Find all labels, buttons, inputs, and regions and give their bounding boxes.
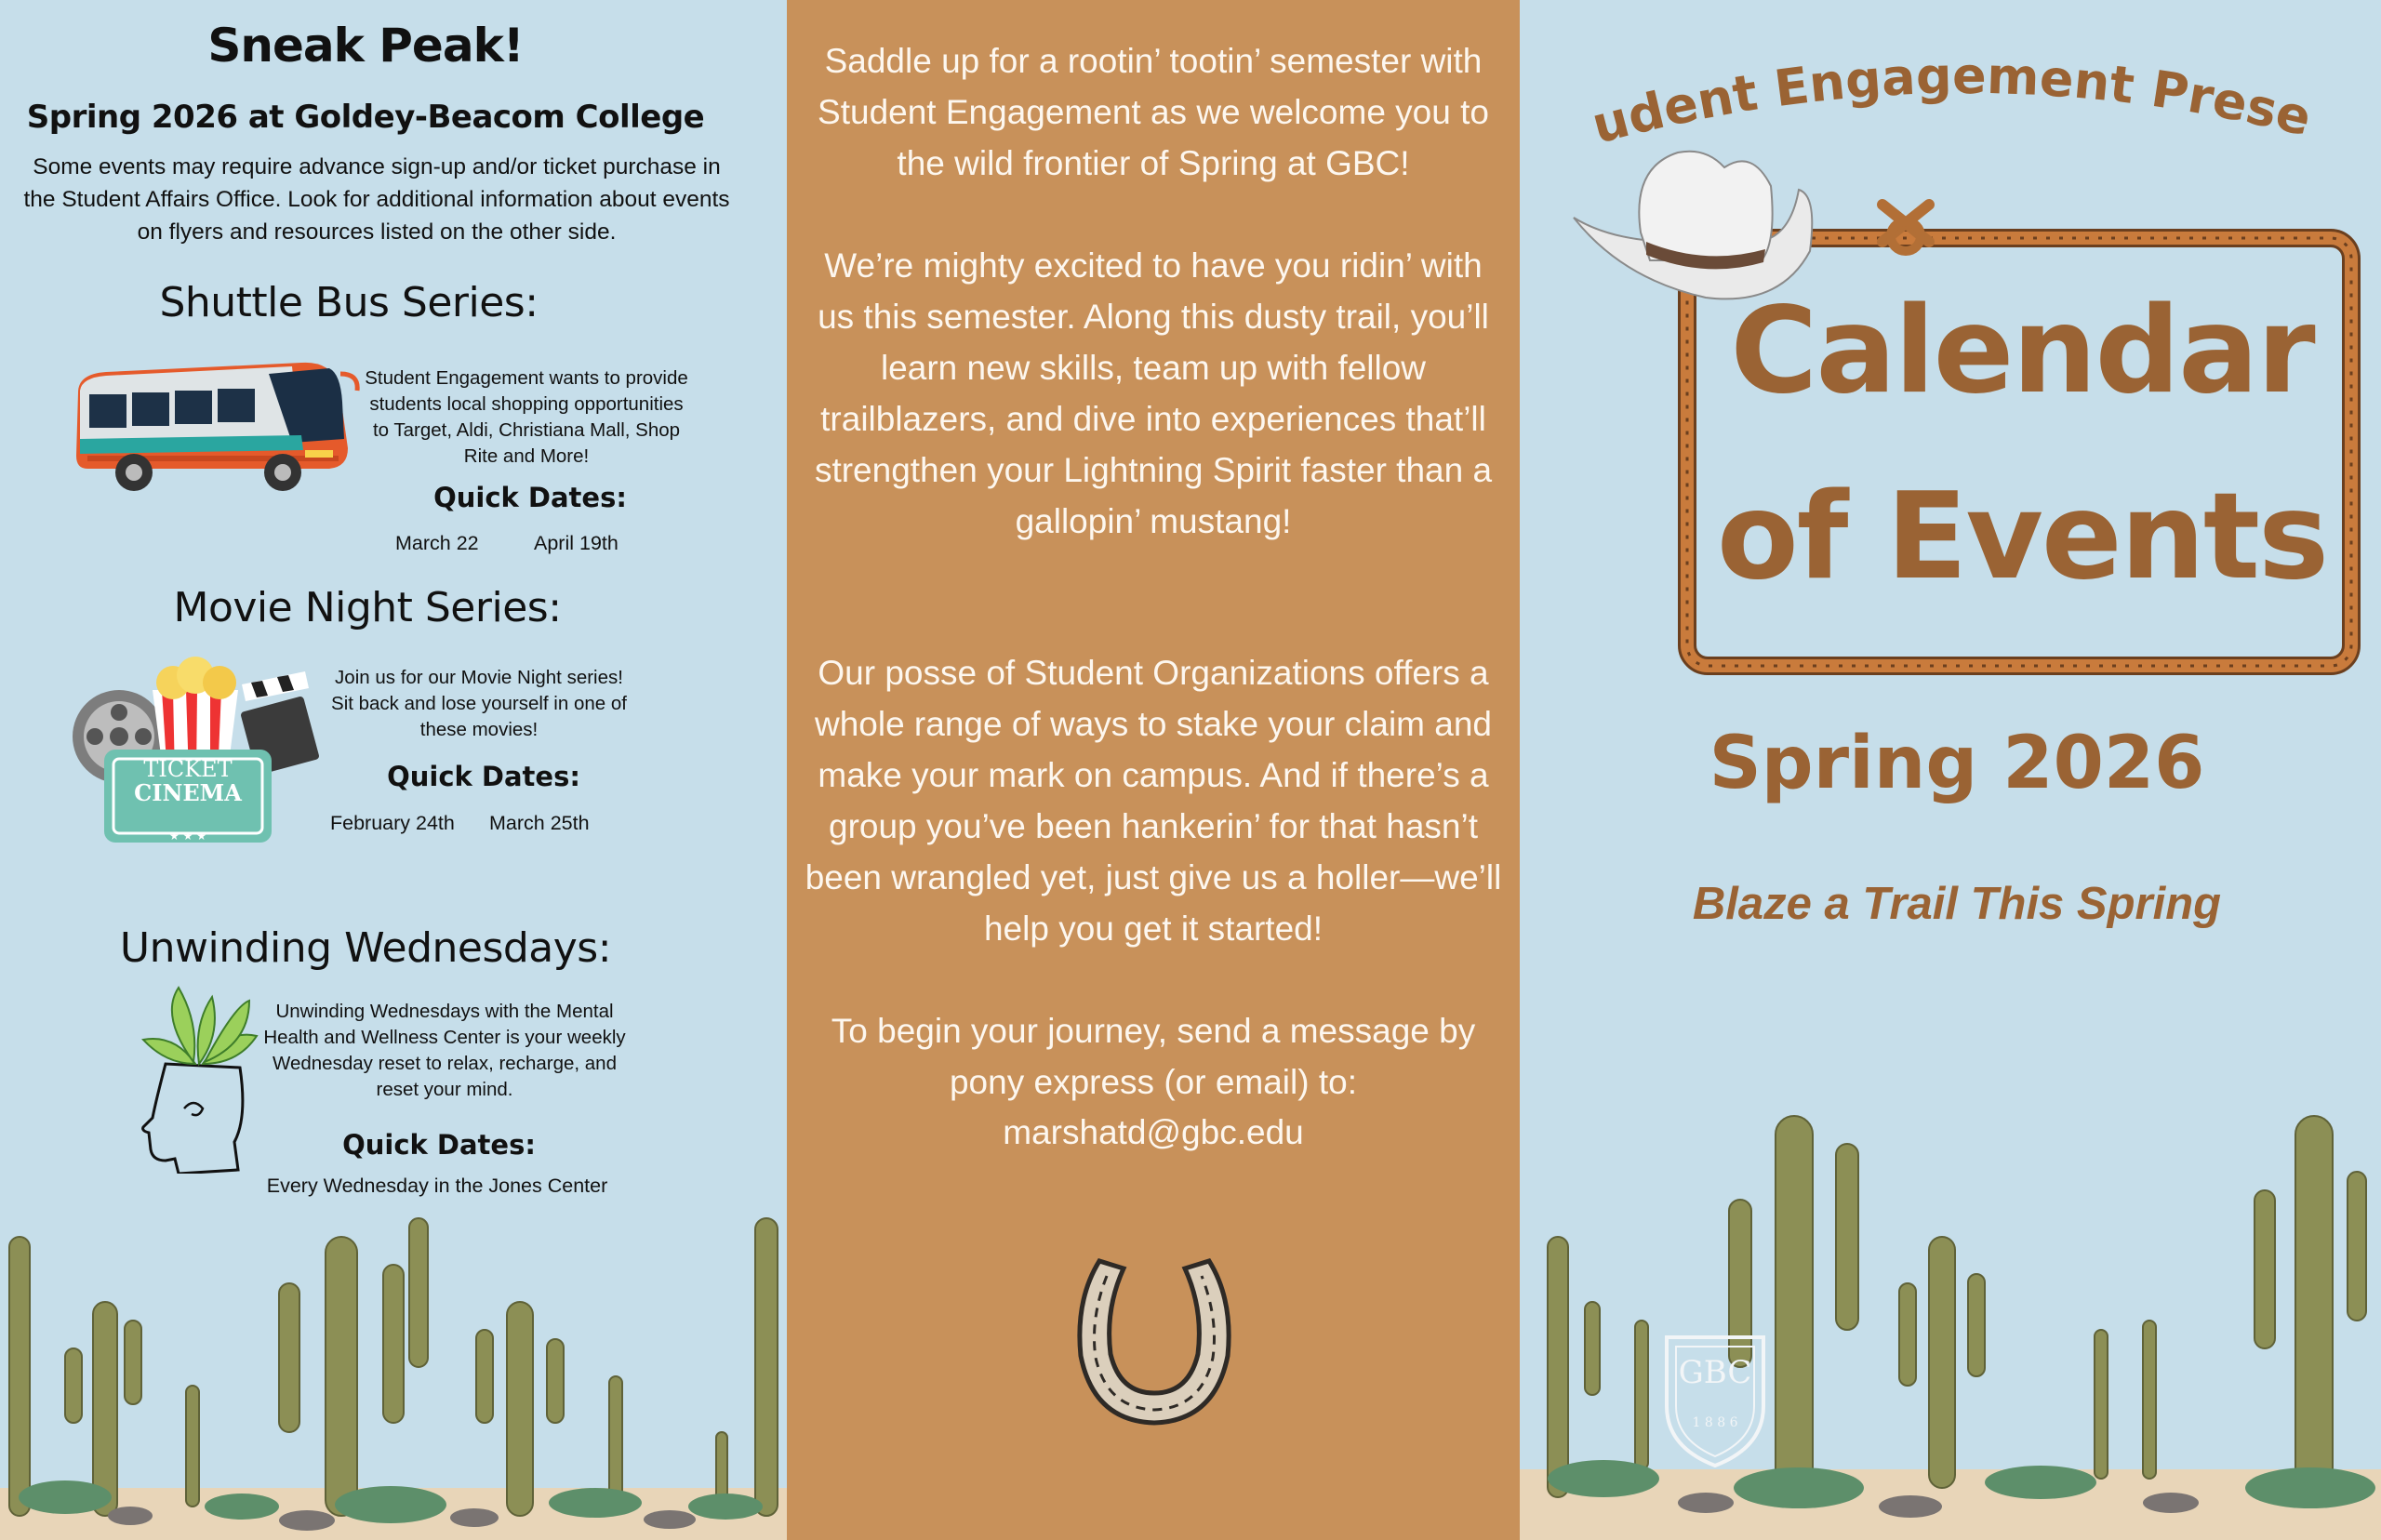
movie-date-1: February 24th <box>330 812 455 834</box>
shuttle-date-2: April 19th <box>534 532 619 554</box>
middle-panel <box>787 0 1520 1540</box>
horseshoe-icon <box>1075 1254 1233 1427</box>
movie-quick-dates-label: Quick Dates: <box>387 761 580 792</box>
shuttle-quick-dates-label: Quick Dates: <box>433 482 627 513</box>
wednesday-quick-dates-label: Quick Dates: <box>342 1129 536 1161</box>
wednesday-description: Unwinding Wednesdays with the Mental Health and Wellness Center is your weekly Wednesday reset to relax, recharge, and reset your mind. <box>263 1001 626 1100</box>
bus-icon <box>69 346 366 495</box>
calendar-title-line-2: of Events <box>1716 468 2328 606</box>
calendar-title-line-1: Calendar <box>1730 282 2314 420</box>
sneak-peak-subtitle: Spring 2026 at Goldey-Beacom College <box>26 99 705 136</box>
plant-head-icon <box>138 978 259 1174</box>
wednesday-heading: Unwinding Wednesdays: <box>119 924 612 972</box>
ticket-line-2: CINEMA <box>134 779 242 806</box>
excited-paragraph: We’re mighty excited to have you ridin’ with us this semester. Along this dusty trail, you’ll learn new skills, team up with fellow trailblazers, and dive into experiences that’ll strengthen your Lightning Spirit faster than a gallopin’ mustang! <box>814 246 1493 540</box>
organizations-paragraph: Our posse of Student Organizations offers a whole range of ways to stake your claim and make your mark on campus. And if there’s a group you’ve been hankerin’ for that hasn’t been wrangled yet, just give us a holler—we’ll help you get it started! <box>805 654 1502 948</box>
wednesday-date: Every Wednesday in the Jones Center <box>266 1175 608 1197</box>
tagline: Blaze a Trail This Spring <box>1692 879 2222 929</box>
desert-landscape-right <box>1520 1097 2381 1540</box>
shuttle-heading: Shuttle Bus Series: <box>159 279 539 326</box>
movie-heading: Movie Night Series: <box>173 584 562 631</box>
movie-date-2: March 25th <box>489 812 590 834</box>
desert-landscape <box>0 1200 787 1540</box>
shuttle-description: Student Engagement wants to provide students local shopping opportunities to Target, Aldi, Christiana Mall, Shop Rite and More! <box>365 367 688 467</box>
gbc-logo <box>1661 1332 1769 1469</box>
ticket-text <box>104 757 272 805</box>
right-panel <box>1520 0 2381 1540</box>
ticket-line-1: TICKET <box>143 756 233 782</box>
contact-email[interactable]: marshatd@gbc.edu <box>1003 1113 1304 1151</box>
gbc-logo-year: 1 8 8 6 <box>1692 1415 1738 1430</box>
season-title: Spring 2026 <box>1709 722 2205 805</box>
shuttle-date-1: March 22 <box>395 532 479 554</box>
sneak-peak-title: Sneak Peak! <box>207 19 524 73</box>
svg-text:★ ★ ★: ★ ★ ★ <box>169 830 206 843</box>
presents-text: dent Engagement Prese <box>1621 46 2318 148</box>
cinema-icon <box>71 647 331 846</box>
svg-text:Student Engagement Presents <box>1594 37 2317 155</box>
left-panel <box>0 0 787 1540</box>
movie-description: Join us for our Movie Night series! Sit back and lose yourself in one of these movies! <box>331 667 627 740</box>
journey-paragraph: To begin your journey, send a message by pony express (or email) to: <box>831 1012 1476 1101</box>
gbc-logo-text: GBC <box>1678 1354 1752 1391</box>
welcome-paragraph: Saddle up for a rootin’ tootin’ semester with Student Engagement as we welcome you to the wild frontier of Spring at GBC! <box>818 42 1489 182</box>
intro-text: Some events may require advance sign-up and/or ticket purchase in the Student Affairs Office. Look for additional information about events on flyers and resources listed on the other side. <box>23 154 730 245</box>
